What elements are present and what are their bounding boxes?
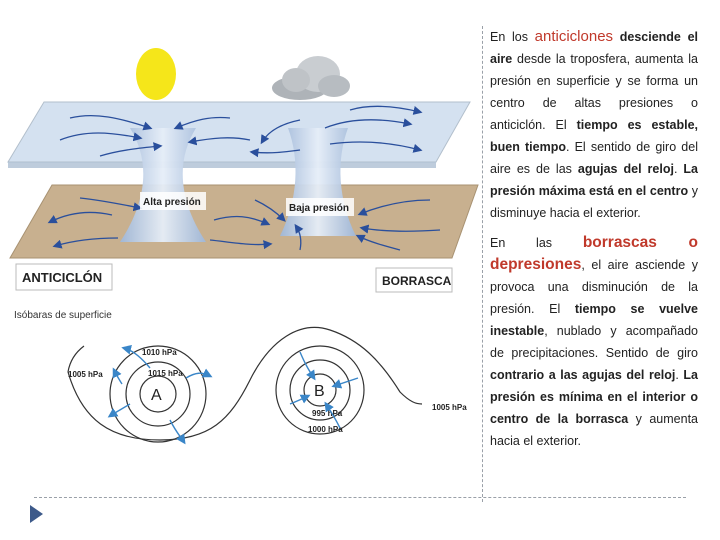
isobar-1005-right-label: 1005 hPa — [432, 403, 467, 412]
label-surface-isobars: Isóbaras de superficie — [14, 310, 112, 321]
p1-seg: y disminuye hacia el exterior. — [490, 184, 698, 220]
p2-seg: , nublado y acompañado de precipitaciones. Sentido de giro — [490, 324, 698, 360]
sun-icon — [136, 48, 176, 100]
p2-seg: . — [675, 368, 684, 382]
p2-seg: y aumenta hacia el exterior. — [490, 412, 698, 448]
p2-seg: contrario a las agujas del reloj — [490, 368, 676, 382]
p1-seg: desde la troposfera, aumenta la presión en superficie y se forma un centro de altas presiones o anticiclón. El — [490, 52, 698, 132]
ground-plane — [10, 185, 478, 258]
isobar-1010-label: 1010 hPa — [142, 348, 177, 357]
explanation-text — [490, 26, 698, 460]
paragraph-storms — [490, 232, 698, 452]
isobar-1000-label: 1000 hPa — [308, 425, 343, 434]
paragraph-anticyclones — [490, 26, 698, 224]
p1-seg: La presión máxima está en el centro — [490, 162, 698, 198]
p2-seg: borrascas o depresiones — [490, 234, 698, 273]
p1-seg: anticiclones — [534, 28, 614, 45]
divider-vertical — [482, 26, 483, 502]
center-a: A — [151, 387, 162, 404]
label-high-pressure: Alta presión — [143, 197, 201, 208]
p1-seg: desciende el aire — [490, 30, 698, 66]
isobar-1015-label: 1015 hPa — [148, 369, 183, 378]
label-storm: BORRASCA — [382, 274, 452, 288]
triangle-right-icon[interactable] — [30, 505, 43, 523]
upper-plate — [8, 102, 470, 162]
p2-seg: En las — [490, 236, 583, 250]
p1-seg: . — [673, 162, 684, 176]
p1-seg: agujas del reloj — [577, 162, 674, 176]
isobar-1005-left-label: 1005 hPa — [68, 370, 103, 379]
p2-seg: La presión es mínima en el interior o centro de la borrasca — [490, 368, 698, 426]
p1-seg: tiempo es estable, buen tiempo — [490, 118, 698, 154]
p1-seg: . El sentido de giro del aire es de las — [490, 140, 698, 176]
cloud-icon — [272, 56, 350, 100]
label-anticyclone: ANTICICLÓN — [22, 270, 103, 285]
p2-seg: tiempo se vuelve inestable — [490, 302, 698, 338]
divider-horizontal — [34, 497, 686, 498]
center-b: B — [314, 383, 325, 400]
isobar-995-label: 995 hPa — [312, 409, 343, 418]
label-low-pressure: Baja presión — [289, 203, 350, 214]
p1-seg: En los — [490, 30, 535, 44]
p2-seg: , el aire asciende y provoca una disminución de la presión. El — [490, 258, 698, 316]
